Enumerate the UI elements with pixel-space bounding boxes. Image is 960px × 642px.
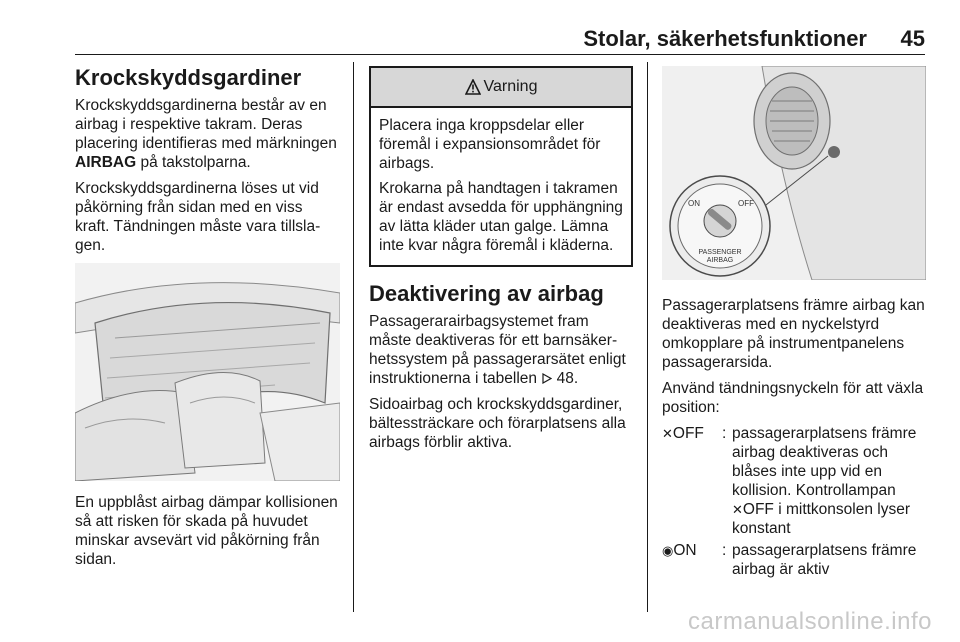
- section-heading: Deaktivering av airbag: [369, 281, 604, 306]
- paragraph: Krockskyddsgardinerna består av en airbag i respektive takram. Deras placering identifieras med märkningen AIRBAG på takstolparna.: [75, 97, 337, 171]
- page-ref: 48.: [556, 370, 579, 387]
- header-title: Stolar, säkerhetsfunktioner: [583, 26, 867, 51]
- switch-off-label: OFF: [738, 199, 754, 208]
- warning-title: Varning: [483, 78, 538, 95]
- column-2: [369, 64, 633, 459]
- airbag-marking: AIRBAG: [75, 154, 137, 171]
- paragraph: Använd tändningsnyckeln för att växla position:: [662, 380, 924, 416]
- airbag-switch-drawing: [662, 66, 926, 280]
- airbag-on-icon: ◉: [662, 543, 674, 558]
- paragraph: Passagerarplatsens främre airbag kan deaktiveras med en nyckelstyrd omkopplare på instrumentpanelens passagerarsida.: [662, 297, 925, 371]
- column-divider: [353, 62, 354, 612]
- section-heading: Krockskyddsgardiner: [75, 65, 302, 90]
- warning-paragraph: Placera inga kroppsdelar eller föremål i expansionsområdet för airbags.: [379, 117, 601, 172]
- column-divider: [647, 62, 648, 612]
- warning-paragraph: Krokarna på handtagen i takramen är endast avsedda för upphängning av lätta kläder utan galge. Lämna inte kvar några föremål i kläderna.: [379, 180, 623, 254]
- column-1: [75, 64, 340, 576]
- definition-row: ✕OFF : passagerarplatsens främre airbag deaktiveras och blåses inte upp vid en kollision. Kontrollampan ✕OFF i mittkonsolen lyser konstant: [662, 425, 917, 537]
- curtain-airbag-drawing: [75, 263, 340, 481]
- paragraph: Sidoairbag och krockskyddsgardiner, bältessträckare och förarplatsens alla airbags förblir aktiva.: [369, 396, 626, 451]
- paragraph: Krockskyddsgardinerna löses ut vid påkörning från sidan med en viss kraft. Tändningen måste vara tillslagen.: [75, 180, 321, 254]
- page-ref-triangle-icon: [541, 373, 552, 384]
- column-3: [662, 64, 926, 582]
- warning-body: [371, 108, 631, 265]
- image-caption: En uppblåst airbag dämpar kollisionen så att risken för skada på huvudet minskar avsevärt vid påkörning från sidan.: [75, 494, 338, 568]
- paragraph: Passagerarairbagsystemet fram måste deaktiveras för ett barnsäkerhetssystem på passagerarsätet enligt instruktionerna i tabellen 48.: [369, 313, 626, 387]
- warning-box: [369, 66, 633, 267]
- warning-header: [371, 68, 631, 108]
- airbag-off-icon: ✕: [662, 426, 673, 441]
- curtain-airbag-illustration: [75, 263, 340, 481]
- page-number: 45: [900, 26, 925, 51]
- definition-row: ◉ON : passagerarplatsens främre airbag är aktiv: [662, 542, 917, 578]
- page-header: [75, 26, 925, 52]
- warning-triangle-icon: [465, 79, 481, 95]
- airbag-off-icon: ✕: [732, 502, 743, 517]
- switch-label-passenger: PASSENGER: [698, 249, 742, 256]
- switch-on-label: ON: [688, 199, 700, 208]
- header-rule: [75, 54, 925, 55]
- switch-label-airbag: AIRBAG: [706, 257, 734, 264]
- airbag-switch-illustration: [662, 66, 926, 280]
- watermark: carmanualsonline.info: [688, 608, 932, 635]
